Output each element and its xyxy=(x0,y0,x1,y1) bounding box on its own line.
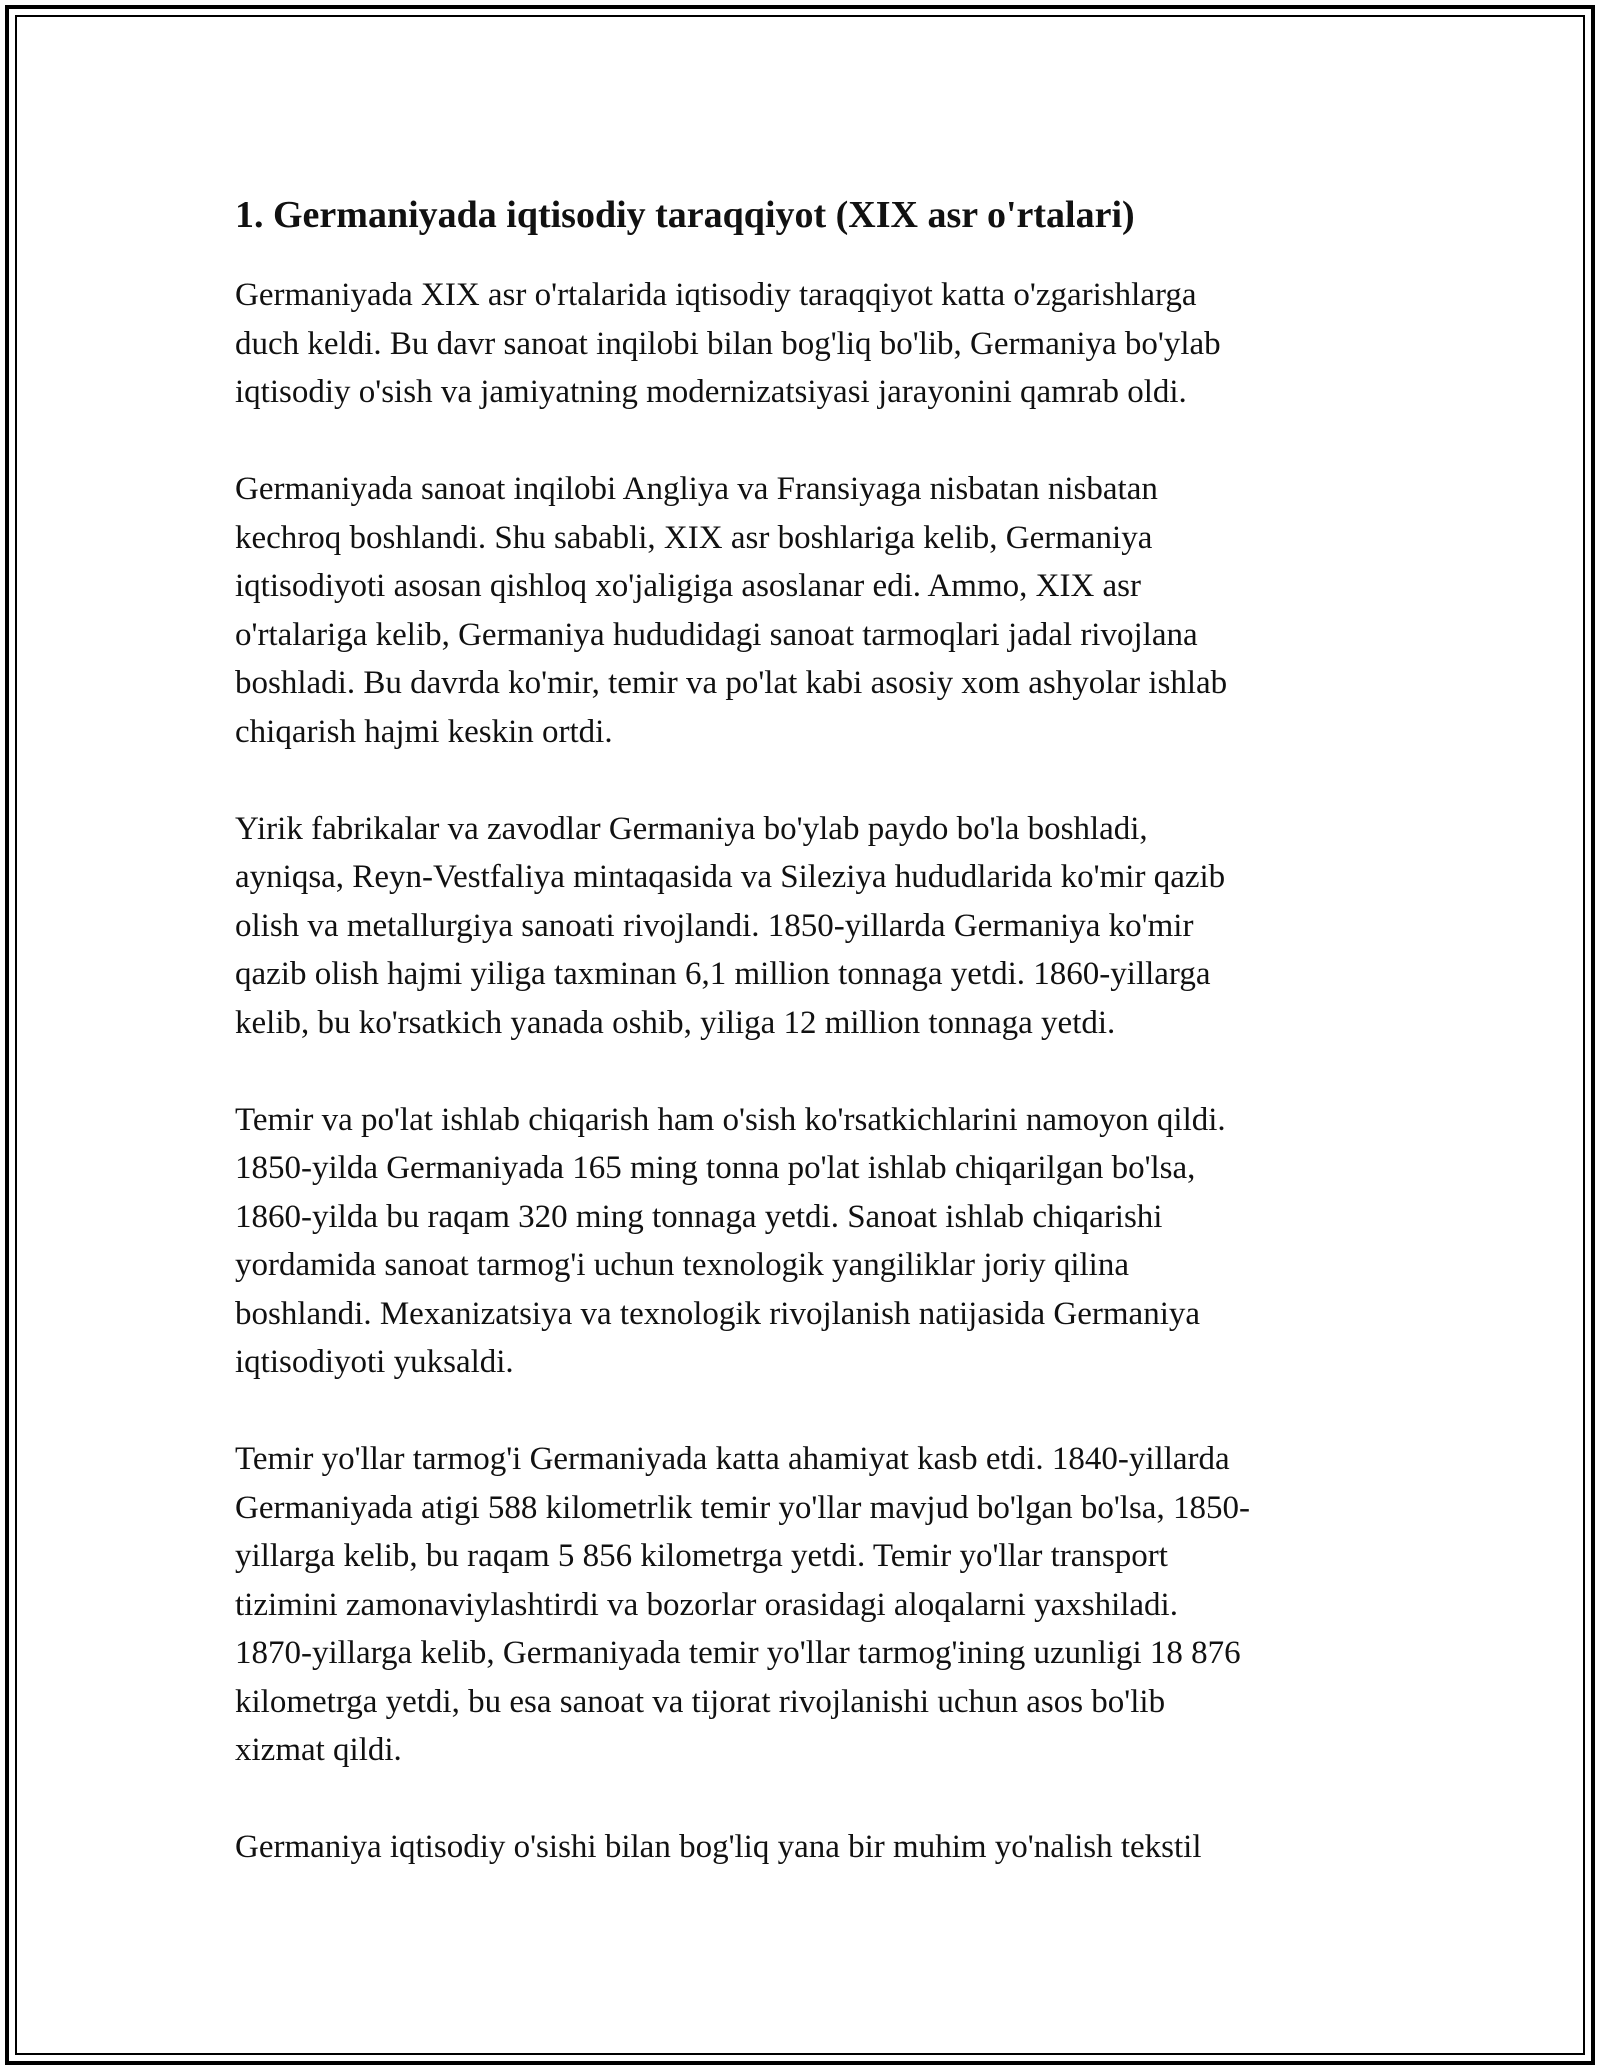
paragraph-line: kechroq boshlandi. Shu sababli, XIX asr boshlariga kelib, Germaniya xyxy=(235,519,1153,556)
paragraph-line: Temir va po'lat ishlab chiqarish ham o'sish ko'rsatkichlarini namoyon qildi. xyxy=(235,1101,1226,1138)
paragraph-line: iqtisodiyoti yuksaldi. xyxy=(235,1344,514,1380)
paragraph-line: tizimini zamonaviylashtirdi va bozorlar orasidagi aloqalarni yaxshiladi. xyxy=(235,1586,1178,1623)
paragraph-line: Germaniyada sanoat inqilobi Angliya va Fransiyaga nisbatan nisbatan xyxy=(235,471,1158,507)
paragraph-line: o'rtalariga kelib, Germaniya hududidagi sanoat tarmoqlari jadal rivojlana xyxy=(235,616,1198,653)
paragraph-line: Germaniyada atigi 588 kilometrlik temir yo'llar mavjud bo'lgan bo'lsa, 1850- xyxy=(235,1489,1250,1526)
paragraph xyxy=(235,805,1385,1048)
paragraph xyxy=(235,1435,1385,1775)
paragraph-line: boshlandi. Mexanizatsiya va texnologik rivojlanish natijasida Germaniya xyxy=(235,1295,1201,1332)
paragraph-line: chiqarish hajmi keskin ortdi. xyxy=(235,713,613,750)
paragraph-line: 1860-yilda bu raqam 320 ming tonnaga yetdi. Sanoat ishlab chiqarishi xyxy=(235,1198,1163,1235)
paragraph-line: Germaniya iqtisodiy o'sishi bilan bog'liq yana bir muhim yo'nalish tekstil xyxy=(235,1829,1202,1865)
paragraph-line: iqtisodiy o'sish va jamiyatning modernizatsiyasi jarayonini qamrab oldi. xyxy=(235,374,1187,410)
paragraph-line: duch keldi. Bu davr sanoat inqilobi bilan bog'liq bo'lib, Germaniya bo'ylab xyxy=(235,325,1221,362)
paragraph-line: Germaniyada XIX asr o'rtalarida iqtisodiy taraqqiyot katta o'zgarishlarga xyxy=(235,277,1197,313)
paragraph-line: ayniqsa, Reyn-Vestfaliya mintaqasida va Sileziya hududlarida ko'mir qazib xyxy=(235,859,1226,895)
paragraph xyxy=(235,465,1385,756)
paragraph-line: xizmat qildi. xyxy=(235,1732,402,1768)
paragraph-line: Temir yo'llar tarmog'i Germaniyada katta ahamiyat kasb etdi. 1840-yillarda xyxy=(235,1441,1230,1477)
paragraph-line: olish va metallurgiya sanoati rivojlandi. 1850-yillarda Germaniya ko'mir xyxy=(235,907,1194,944)
paragraph xyxy=(235,271,1385,417)
paragraph-line: Yirik fabrikalar va zavodlar Germaniya bo'ylab paydo bo'la boshladi, xyxy=(235,810,1148,847)
paragraph-line: 1850-yilda Germaniyada 165 ming tonna po'lat ishlab chiqarilgan bo'lsa, xyxy=(235,1150,1196,1186)
paragraph-line: qazib olish hajmi yiliga taxminan 6,1 million tonnaga yetdi. 1860-yillarga xyxy=(235,956,1211,992)
paragraph-line: 1870-yillarga kelib, Germaniyada temir yo'llar tarmog'ining uzunligi 18 876 xyxy=(235,1635,1241,1671)
paragraph-line: boshladi. Bu davrda ko'mir, temir va po'lat kabi asosiy xom ashyolar ishlab xyxy=(235,665,1228,701)
document-body xyxy=(235,185,1385,1872)
paragraph xyxy=(235,1823,1385,1872)
paragraph-line: yillarga kelib, bu raqam 5 856 kilometrga yetdi. Temir yo'llar transport xyxy=(235,1538,1168,1574)
paragraph xyxy=(235,1096,1385,1387)
paragraph-line: kelib, bu ko'rsatkich yanada oshib, yiliga 12 million tonnaga yetdi. xyxy=(235,1004,1116,1041)
section-heading: 1. Germaniyada iqtisodiy taraqqiyot (XIX asr o'rtalari) xyxy=(235,194,1135,236)
paragraph-line: yordamida sanoat tarmog'i uchun texnologik yangiliklar joriy qilina xyxy=(235,1247,1129,1283)
paragraph-line: iqtisodiyoti asosan qishloq xo'jaligiga asoslanar edi. Ammo, XIX asr xyxy=(235,568,1142,604)
paragraph-list xyxy=(235,271,1385,1872)
paragraph-line: kilometrga yetdi, bu esa sanoat va tijorat rivojlanishi uchun asos bo'lib xyxy=(235,1683,1166,1720)
